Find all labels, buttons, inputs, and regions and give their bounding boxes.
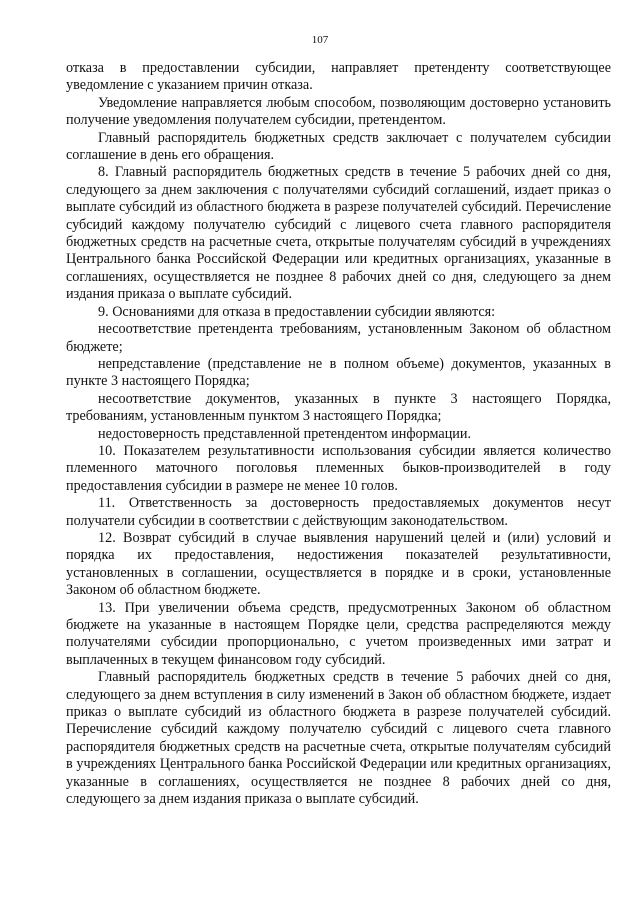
paragraph-6: несоответствие претендента требованиям, установленным Законом об областном бюджете; (66, 321, 611, 355)
paragraph-11: 11. Ответственность за достоверность предоставляемых документов несут получатели субсидии в соответствии с действующим законодательством. (66, 495, 611, 529)
page-number: 107 (311, 34, 329, 46)
document-body (66, 60, 611, 808)
paragraph-2: Уведомление направляется любым способом, позволяющим достоверно установить получение уведомления получателем субсидии, претендентом. (66, 94, 611, 129)
paragraph-14: Главный распорядитель бюджетных средств в течение 5 рабочих дней со дня, следующего за днем вступления в силу изменений в Закон об областном бюджете, издает приказ о выплате субсидий из областного бюджета в разрезе получателей субсидий. Перечисление субсидий каждому получателю субсидий с лицевого счета главного распорядителя бюджетных средств на расчетные счета, открытые получателям субсидий в учреждениях Центрального банка Российской Федерации или кредитных организациях, указанные в соглашениях, осуществляется не позднее 8 рабочих дней со дня, следующего за днем издания приказа о выплате субсидий. (66, 669, 611, 808)
paragraph-5: 9. Основаниями для отказа в предоставлении субсидии являются: (98, 303, 496, 320)
paragraph-10: 10. Показателем результативности использования субсидии является количество племенного маточного поголовья племенных быков-производителей в году предоставления субсидии в размере не менее 10 голов. (66, 442, 611, 494)
paragraph-13: 13. При увеличении объема средств, предусмотренных Законом об областном бюджете на указанные в настоящем Порядке цели, средства распределяются между получателями субсидии пропорционально, с учетом произведенных ими затрат и выплаченных в текущем финансовом году субсидий. (66, 599, 611, 668)
paragraph-1: отказа в предоставлении субсидии, направляет претенденту соответствующее уведомление с указанием причин отказа. (66, 60, 611, 94)
paragraph-3: Главный распорядитель бюджетных средств заключает с получателем субсидии соглашение в день его обращения. (66, 129, 611, 164)
paragraph-7: непредставление (представление не в полном объеме) документов, указанных в пункте 3 настоящего Порядка; (66, 355, 611, 390)
paragraph-8: несоответствие документов, указанных в пункте 3 настоящего Порядка, требованиям, установленным пунктом 3 настоящего Порядка; (66, 390, 611, 425)
paragraph-12: 12. Возврат субсидий в случае выявления нарушений целей и (или) условий и порядка их предоставления, недостижения показателей результативности, установленных в соглашении, осуществляется в порядке и в сроки, установленные Законом об областном бюджете. (66, 529, 611, 599)
paragraph-9: недостоверность представленной претендентом информации. (98, 425, 472, 442)
paragraph-4: 8. Главный распорядитель бюджетных средств в течение 5 рабочих дней со дня, следующего за днем заключения с получателями субсидий соглашений, издает приказ о выплате субсидий из областного бюджета в разрезе получателей субсидий. Перечисление субсидий каждому получателю субсидий с лицевого счета главного распорядителя бюджетных средств на расчетные счета, открытые получателям субсидий в учреждениях Центрального банка Российской Федерации или кредитных организациях, указанные в соглашениях, осуществляется не позднее 8 рабочих дней со дня, следующего за днем издания приказа о выплате субсидий. (66, 164, 611, 303)
